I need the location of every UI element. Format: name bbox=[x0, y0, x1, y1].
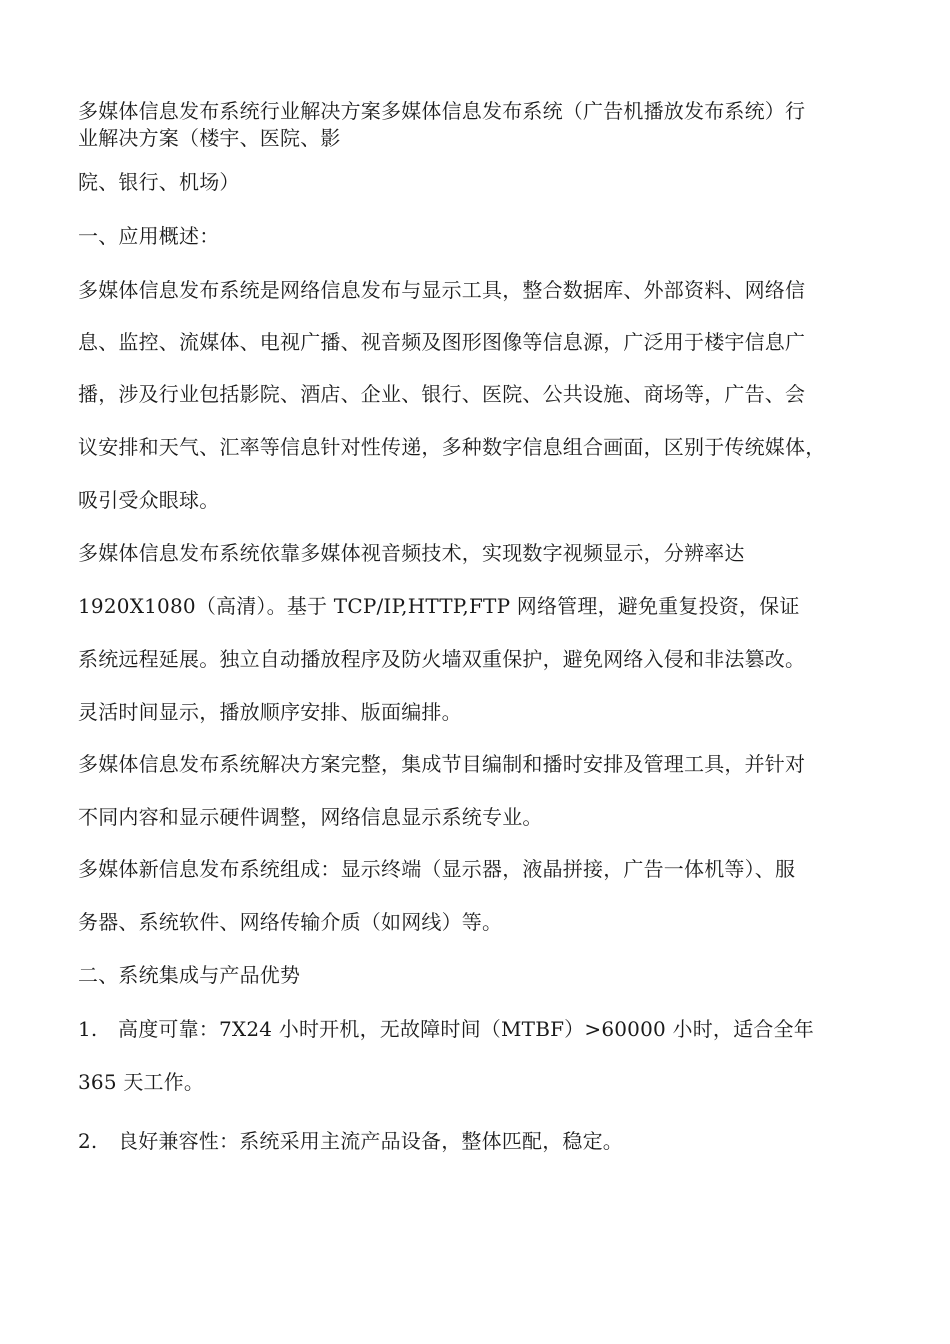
document-title-line-1: 多媒体信息发布系统行业解决方案多媒体信息发布系统（广告机播放发布系统）行 bbox=[78, 99, 806, 123]
list-item-2-text: 良好兼容性：系统采用主流产品设备，整体匹配，稳定。 bbox=[118, 1129, 623, 1153]
paragraph-4-line-2: 务器、系统软件、网络传输介质（如网线）等。 bbox=[78, 910, 503, 934]
paragraph-2-line-1: 多媒体信息发布系统依靠多媒体视音频技术，实现数字视频显示，分辨率达 bbox=[78, 541, 745, 565]
section-2-heading: 二、系统集成与产品优势 bbox=[78, 963, 301, 987]
section-1-heading: 一、应用概述： bbox=[78, 224, 220, 248]
paragraph-1-line-1: 多媒体信息发布系统是网络信息发布与显示工具，整合数据库、外部资料、网络信 bbox=[78, 278, 806, 302]
document-title-line-2: 业解决方案（楼宇、医院、影 bbox=[78, 126, 341, 150]
list-item-1-number: 1. bbox=[78, 1017, 98, 1041]
list-item-1-text: 高度可靠：7X24 小时开机，无故障时间（MTBF）>60000 小时，适合全年 bbox=[118, 1017, 814, 1041]
paragraph-2-line-2: 1920X1080（高清）。基于 TCP/IP,HTTP,FTP 网络管理，避免重复投资，保证 bbox=[78, 594, 800, 618]
list-item-1-continuation: 365 天工作。 bbox=[78, 1070, 205, 1094]
paragraph-2-line-4: 灵活时间显示，播放顺序安排、版面编排。 bbox=[78, 700, 462, 724]
document-title-line-3: 院、银行、机场） bbox=[78, 170, 240, 194]
list-item-2-number: 2. bbox=[78, 1129, 98, 1153]
paragraph-4-line-1: 多媒体新信息发布系统组成：显示终端（显示器，液晶拼接，广告一体机等）、服 bbox=[78, 857, 796, 881]
paragraph-1-line-2: 息、监控、流媒体、电视广播、视音频及图形图像等信息源，广泛用于楼宇信息广 bbox=[78, 330, 806, 354]
paragraph-3-line-1: 多媒体信息发布系统解决方案完整，集成节目编制和播时安排及管理工具，并针对 bbox=[78, 752, 806, 776]
paragraph-1-line-4: 议安排和天气、汇率等信息针对性传递，多种数字信息组合画面，区别于传统媒体， bbox=[78, 435, 826, 459]
paragraph-1-line-5: 吸引受众眼球。 bbox=[78, 488, 220, 512]
paragraph-3-line-2: 不同内容和显示硬件调整，网络信息显示系统专业。 bbox=[78, 805, 543, 829]
paragraph-1-line-3: 播，涉及行业包括影院、酒店、企业、银行、医院、公共设施、商场等，广告、会 bbox=[78, 382, 806, 406]
paragraph-2-line-3: 系统远程延展。独立自动播放程序及防火墙双重保护，避免网络入侵和非法篡改。 bbox=[78, 647, 806, 671]
list-item-2 bbox=[78, 1129, 623, 1153]
list-item-1 bbox=[78, 1017, 814, 1041]
